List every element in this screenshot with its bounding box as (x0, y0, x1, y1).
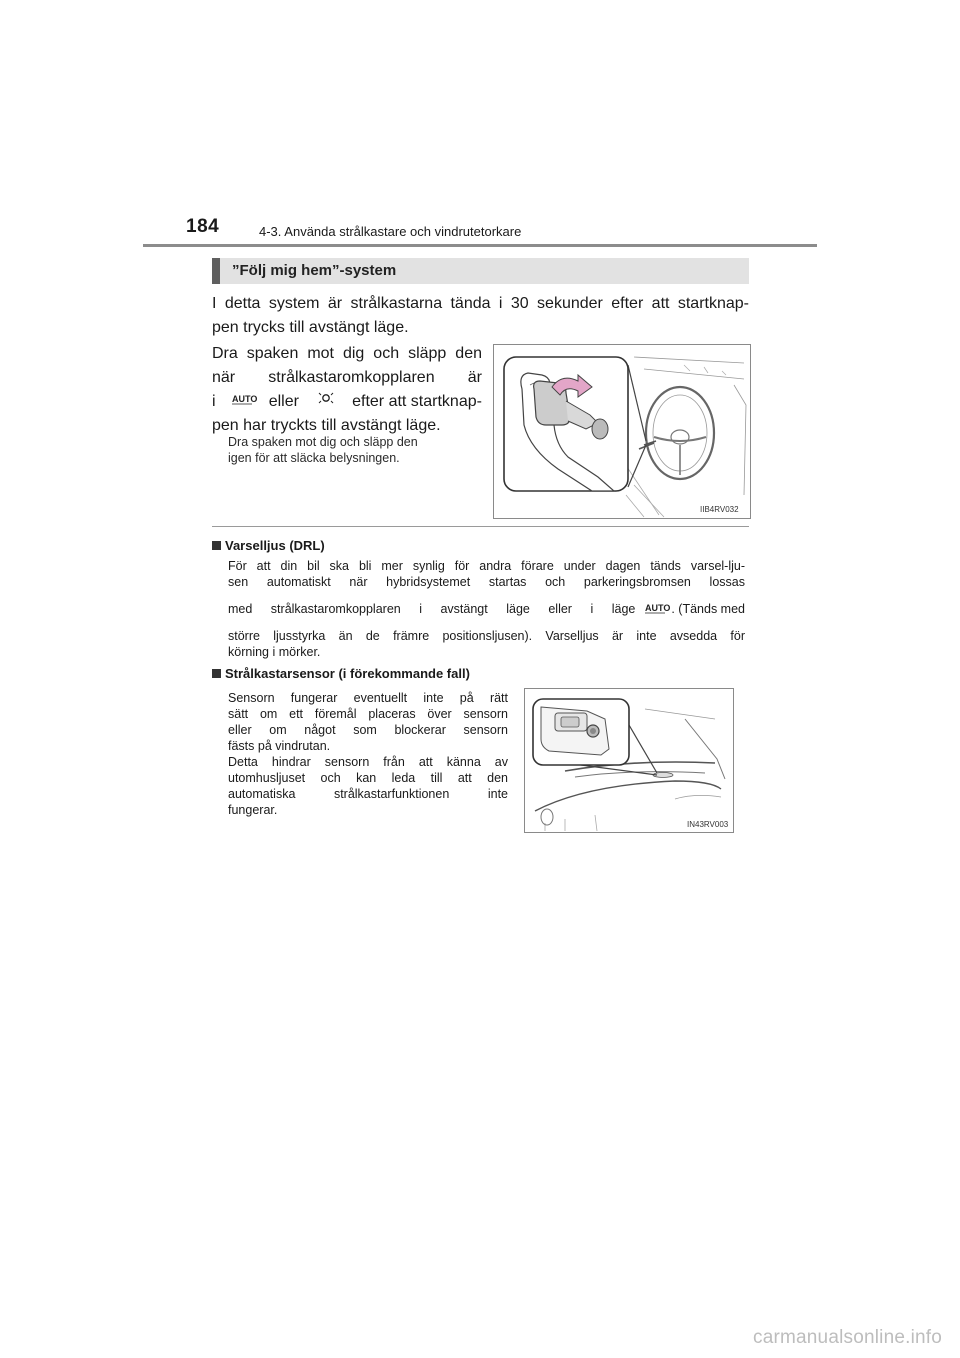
sensor-heading-text: Strålkastarsensor (i förekommande fall) (225, 666, 470, 681)
sensor-line: sätt om ett föremål placeras över sensorn (228, 707, 508, 721)
auto-headlight-icon (643, 599, 671, 619)
figure-code: IN43RV003 (687, 820, 729, 829)
sensor-line: eller om något som blockerar sensorn (228, 723, 508, 737)
drl-heading-text: Varselljus (DRL) (225, 538, 325, 553)
intro-line: pen trycks till avstängt läge. (212, 319, 409, 336)
parking-light-icon (314, 390, 338, 414)
drl-line-part: . (Tänds med (671, 602, 745, 616)
auto-headlight-icon (230, 390, 258, 414)
watermark: carmanualsonline.info (753, 1327, 943, 1348)
instruction-line: när strålkastaromkopplaren är (212, 369, 482, 386)
square-bullet-icon (212, 541, 221, 550)
page-number: 184 (186, 216, 220, 237)
chapter-title: 4-3. Använda strålkastare och vindrutetorkare (259, 224, 522, 239)
sensor-line: utomhusljuset och kan leda till att den (228, 771, 508, 785)
sensor-heading (212, 666, 470, 681)
section-divider (212, 526, 749, 527)
sensor-line: Detta hindrar sensorn från att känna av (228, 755, 508, 769)
drl-paragraph (228, 558, 745, 660)
instruction-paragraph (212, 342, 482, 438)
drl-line: körning i mörker. (228, 645, 321, 659)
sensor-paragraph (228, 690, 508, 818)
section-heading-bar (212, 258, 749, 284)
sensor-line: fungerar. (228, 803, 278, 817)
sensor-line: fästs på vindrutan. (228, 739, 331, 753)
intro-paragraph (212, 292, 749, 340)
auto-icon-text: AUTO (645, 603, 671, 613)
instruction-line: pen har tryckts till avstängt läge. (212, 417, 441, 434)
drl-line: större ljusstyrka än de främre positionsljusen). Varselljus är inte avsedda för (228, 629, 745, 643)
drl-line: sen automatiskt när hybridsystemet startas och parkeringsbromsen lossas (228, 575, 745, 589)
section-title: ”Följ mig hem”-system (232, 262, 397, 279)
lever-illustration-drawing (494, 345, 750, 518)
note-line: Dra spaken mot dig och släpp den (228, 435, 418, 449)
sensor-illustration-drawing (525, 689, 733, 832)
instruction-prefix: i (212, 393, 216, 410)
auto-icon-text: AUTO (232, 394, 258, 404)
figure-code: IIB4RV032 (700, 505, 739, 514)
instruction-suffix: efter att startknap- (352, 393, 482, 410)
drl-line: För att din bil ska bli mer synlig för andra förare under dagen tänds varsel-lju- (228, 559, 745, 573)
instruction-line: Dra spaken mot dig och släpp den (212, 345, 482, 362)
instruction-line-with-icons (212, 390, 482, 414)
sensor-illustration (524, 688, 734, 833)
square-bullet-icon (212, 669, 221, 678)
lever-illustration (493, 344, 751, 519)
instruction-or: eller (268, 393, 299, 410)
note-text (228, 434, 482, 466)
sensor-line: Sensorn fungerar eventuellt inte på rätt (228, 691, 508, 705)
drl-line-with-icon (228, 599, 745, 619)
drl-line-part: med strålkastaromkopplaren i avstängt läge eller i läge (228, 602, 636, 616)
sensor-line: automatiska strålkastarfunktionen inte (228, 787, 508, 801)
header-rule (143, 244, 817, 247)
section-heading-accent (212, 258, 220, 284)
intro-line: I detta system är strålkastarna tända i 30 sekunder efter att startknap- (212, 295, 749, 312)
drl-heading (212, 538, 325, 553)
note-line: igen för att släcka belysningen. (228, 451, 400, 465)
